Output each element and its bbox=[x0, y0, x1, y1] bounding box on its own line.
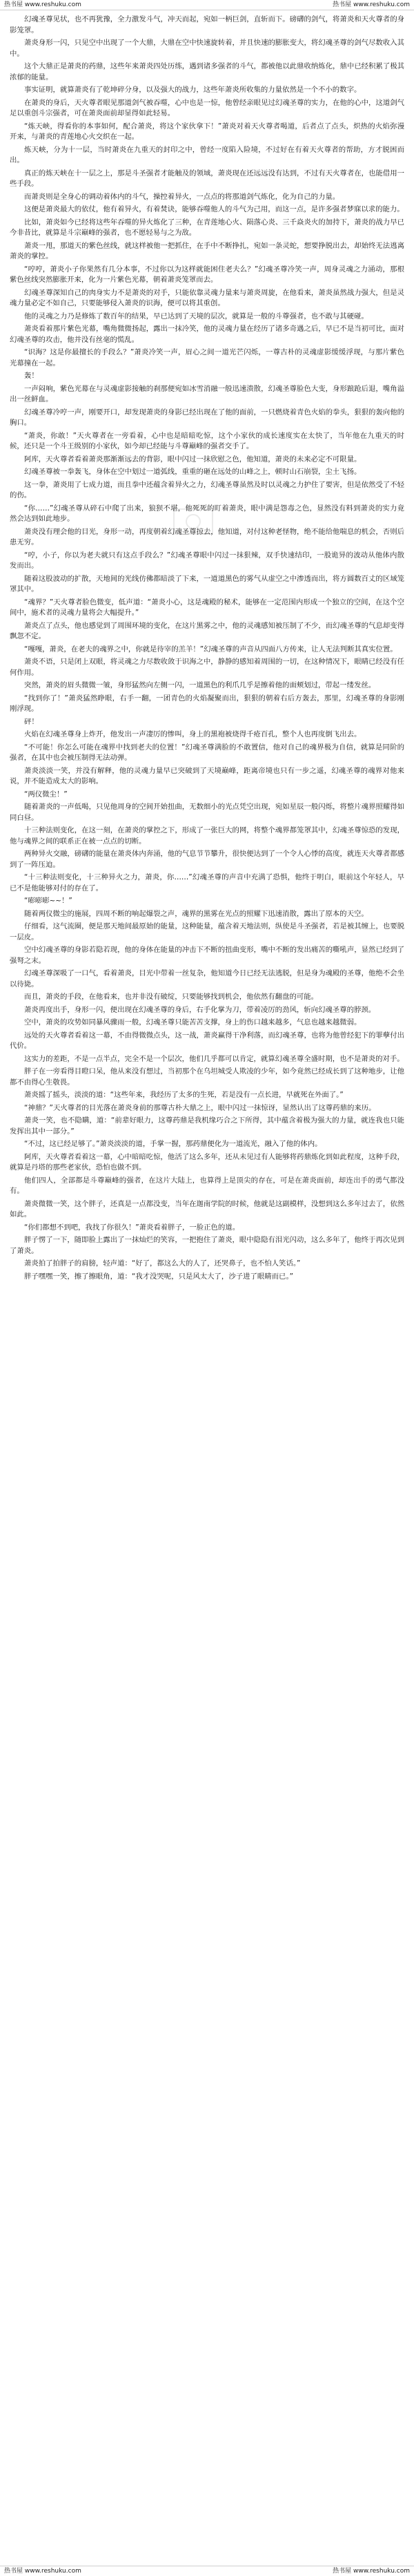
paragraph: “嘭嘭嘭~~！” bbox=[24, 897, 72, 905]
paragraph: 阿库，天火尊者看着这一幕，心中暗暗吃惊，他活了这么多年，还从未见过有人能够将药鼎炼化到如此程度，这种手段，就算是丹塔的那些老家伙，恐怕也做不到。 bbox=[10, 1152, 404, 1172]
paragraph: 而且，萧炎的手段，在他看来，也并非没有破绽，只要能够找到机会，他依然有翻盘的可能。 bbox=[24, 993, 319, 1001]
paragraph: 一声闷响，紫色光幕在与灵魂虚影接触的刹那便宛如冰雪消融一般迅速溃散，幻魂圣尊脸色大变，身形踉跄后退，嘴角溢出一丝鲜血。 bbox=[10, 384, 404, 403]
paragraph: 萧炎拍了拍胖子的肩膀，轻声道：“好了，都这么大的人了，还哭鼻子，也不怕人笑话。” bbox=[24, 1259, 301, 1268]
paragraph: 事实证明，就算萧炎有了乾坤碎分身，以及强大的战力，这些年萧炎所收集的力量依然是一个不小的数字。 bbox=[24, 86, 362, 94]
paragraph: 萧炎看着那片紫色光幕，嘴角微微扬起，露出一抹冷笑，他的灵魂力量在经历了诸多奇遇之后，早已不是当初可比，面对幻魂圣尊的攻击，他并没有丝毫的慌乱。 bbox=[10, 325, 404, 344]
paragraph: “你们都想不到吧，我找了你很久！”萧炎看着胖子，一脸正色的道。 bbox=[24, 1223, 240, 1232]
paragraph: 远处的天火尊者看着这一幕，不由得微微点头，这一战，萧炎赢得干净利落，而幻魂圣尊，也将为他曾经犯下的罪孽付出代价。 bbox=[10, 1031, 404, 1050]
paragraph: 突然，萧炎的眉头微微一皱，身形猛然向左侧一闪，一道黑色的利爪几乎是擦着他的面颊划过，带起一缕发丝。 bbox=[24, 681, 376, 689]
paragraph: “两仪微尘！” bbox=[24, 790, 68, 799]
paragraph: 他的灵魂之力乃是修炼了数百年的结果，早已达到了天境的层次，就算是一般的斗尊强者，也不敢与其硬碰。 bbox=[24, 312, 368, 321]
paragraph: 萧炎摇了摇头，淡淡的道：“这些年来，我经历了太多的生死，若是没有一点长进，早就死在外面了。” bbox=[24, 1091, 344, 1099]
paragraph: 萧炎再度出手，身形一闪，便出现在幻魂圣尊的身后，右手化掌为刀，带着凌厉的劲风，斩向幻魂圣尊的脖颈。 bbox=[24, 1005, 376, 1014]
paragraph: 而萧炎则是全身心的调动着体内的斗气，操控着异火，一点点的将那道剑气炼化，化为自己的力量。 bbox=[24, 192, 340, 201]
paragraph: “你……”幻魂圣尊从碎石中爬了出来，狼狈不堪，他死死的盯着萧炎，眼中满是怨毒之色，显然没有料到萧炎的实力竟然会达到如此地步。 bbox=[10, 504, 404, 523]
paragraph: 阿库，天火尊者看着萧炎那渐渐远去的背影，眼中闪过一抹欣慰之色，他知道，萧炎的未来必定不可限量。 bbox=[24, 455, 362, 464]
watermark-logo bbox=[172, 508, 214, 535]
paragraph: 萧炎微微一笑，这个胖子，还真是一点都没变，当年在迦南学院的时候，他就是这副模样，没想到这么多年过去了，依然如此。 bbox=[10, 1199, 404, 1219]
page-footer bbox=[0, 2566, 414, 2576]
paragraph: 两种异火交融，磅礴的能量在萧炎体内奔涌，他的气息节节攀升，很快便达到了一个令人心悸的高度，就连天火尊者都感到了一阵压迫。 bbox=[10, 850, 404, 869]
paragraph: “嘎嘎，萧炎，在老夫的魂界之中，你就是待宰的羔羊！”幻魂圣尊的声音从四面八方传来，让人无法判断其真实位置。 bbox=[24, 645, 397, 653]
paragraph: 幻魂圣尊冷哼一声，刚要开口，却发现萧炎的身影已经出现在了他的面前，一只燃烧着青色火焰的拳头，狠狠的轰向他的胸口。 bbox=[10, 408, 404, 427]
paragraph: “哼，小子，你以为老夫就只有这点手段么？”幻魂圣尊眼中闪过一抹狠辣，双手快速结印，一股诡异的波动从他体内散发而出。 bbox=[10, 551, 404, 570]
article-body bbox=[0, 10, 414, 1282]
paragraph: “找到你了！”萧炎猛然睁眼，右手一翻，一团青色的火焰凝聚而出，狠狠的朝着右后方轰去，那里，幻魂圣尊的身影刚刚浮现。 bbox=[10, 694, 404, 713]
paragraph: 火焰在幻魂圣尊身上炸开，他发出一声凄厉的惨叫，身上的黑袍被烧得千疮百孔，整个人也再度倒飞出去。 bbox=[24, 730, 362, 738]
paragraph: 随着这股波动的扩散，天地间的光线仿佛都暗淡了下来，一道道黑色的雾气从虚空之中渗透而出，将方圆数百丈的区域笼罩其中。 bbox=[10, 574, 404, 593]
paragraph: “炼天峡，得看你的本事如何，配合萧炎，将这个家伙拿下！”萧炎对着天火尊者喝道，后者点了点头，炽热的火焰弥漫开来，与萧炎的青莲地心火交织在一起。 bbox=[10, 122, 404, 141]
paragraph: 胖子嘿嘿一笑，擦了擦眼角，道：“我才没哭呢，只是风太大了，沙子进了眼睛而已。” bbox=[24, 1272, 294, 1281]
paragraph: 炼天峡，分为十一层，当时萧炎在九重天的封印之中，曾经一度陷入险境，不过好在有着天火尊者的帮助，方才脱困而出。 bbox=[10, 145, 404, 164]
paragraph: “神鼎？”天火尊者的目光落在萧炎身前的那尊古朴大鼎之上，眼中闪过一抹惊讶，显然认出了这尊药鼎的来历。 bbox=[24, 1103, 376, 1112]
paragraph: 轰！ bbox=[24, 372, 39, 380]
paragraph: 萧炎不语，只是闭上双眼，将灵魂之力尽数收敛于识海之中，静静的感知着周围的一切，在这种情况下，眼睛已经没有任何作用。 bbox=[10, 658, 404, 677]
paragraph: 萧炎一笑，也不隐瞒，道：“前辈好眼力，这尊药鼎是我机缘巧合之下所得，其中蕴含着极为强大的力量，就连我也只能发挥出其中一部分。” bbox=[10, 1116, 404, 1136]
paragraph: 他们四人，全部都是斗尊巅峰的强者，在这片大陆上，也算得上是顶尖的存在，可是在萧炎面前，却连出手的勇气都没有。 bbox=[10, 1176, 404, 1195]
paragraph: 空中幻魂圣尊的身影若隐若现，他的身体在能量的冲击下不断的扭曲变形，嘴中不断的发出痛苦的嘶吼声，显然已经到了强弩之末。 bbox=[10, 946, 404, 965]
paragraph: 幻魂圣尊被一拳轰飞，身体在空中划过一道弧线，重重的砸在远处的山峰之上，顿时山石崩裂，尘土飞扬。 bbox=[24, 468, 362, 476]
page-header bbox=[0, 0, 414, 10]
paragraph: 仔细看，这气流圈，便是那天地间最原始的能量，这种能量，蕴含着天地法则，纵使是斗圣强者，若是被其缠上，也要脱一层皮。 bbox=[10, 922, 404, 942]
paragraph: 砰！ bbox=[24, 717, 39, 726]
paragraph: 幻魂圣尊深知自己的肉身实力不是萧炎的对手，只能依靠灵魂力量来与萧炎周旋，在他看来，萧炎虽然战力强大，但是灵魂力量必定不如自己，只要能够侵入萧炎的识海，便可以将其重创。 bbox=[10, 288, 404, 307]
paragraph: “十三种法则变化，十三种异火之力，萧炎，你……”幻魂圣尊的声音中充满了恐惧，他终于明白，眼前这个年轻人，早已不是他能够对付的存在了。 bbox=[10, 873, 404, 893]
paragraph: 萧炎身形一闪，只见空中出现了一个大鼎，大鼎在空中快速旋转着，并且快速的膨胀变大，将幻魂圣尊的剑气尽数收入其中。 bbox=[10, 39, 404, 58]
paragraph: 这实力的差距，不是一点半点，完全不是一个层次，他们几乎都可以肯定，就算幻魂圣尊全盛时期，也不是萧炎的对手。 bbox=[24, 1054, 404, 1063]
footer-site-left[interactable]: 热书屋 www.reshuku.com bbox=[4, 2568, 81, 2575]
paragraph: “识海？这是你最擅长的手段么？”萧炎冷笑一声，眉心之间一道光芒闪烁，一尊古朴的灵魂虚影缓缓浮现，与那片紫色光幕撞在一起。 bbox=[10, 348, 404, 368]
paragraph: 这便是萧炎最大的依仗，他有着异火，有着焚诀，能够吞噬他人的斗气为己用，而这一点，是许多强者梦寐以求的能力。 bbox=[24, 205, 404, 213]
paragraph: 空中，萧炎的攻势如同暴风骤雨一般，幻魂圣尊只能苦苦支撑，身上的伤口越来越多，气息也越来越微弱。 bbox=[24, 1018, 362, 1027]
paragraph: 幻魂圣尊见状，也不再犹豫，全力激发斗气，冲天而起，宛如一柄巨剑，直斩而下。磅礴的剑气，将萧炎和天火尊者的身影笼罩。 bbox=[10, 15, 404, 35]
paragraph: 随着两仪微尘的施展，四周不断的响起爆裂之声，魂界的黑雾在光点的照耀下迅速消散，露出了原本的天空。 bbox=[24, 909, 368, 918]
paragraph: 比如，萧炎如今已经将这些年吞噬的异火炼化了三种，在青莲地心火、陨落心炎、三千焱炎火的加持下，萧炎的战力早已今非昔比，就算是斗宗巅峰的强者，也不愿轻易与之为敌。 bbox=[10, 218, 404, 237]
paragraph: 萧炎点了点头，他也感觉到了周围环境的变化，在这片黑雾之中，他的灵魂感知被压制了不少，而幻魂圣尊的气息却变得飘忽不定。 bbox=[10, 621, 404, 640]
paragraph: 萧炎一甩，那道天的紫色丝线，就这样被他一把抓住，在手中不断挣扎，宛如一条灵蛇，想要挣脱出去，却始终无法逃离萧炎的掌控。 bbox=[10, 241, 404, 260]
paragraph: 萧炎没有理会他的目光，身形一动，再度朝着幻魂圣尊掠去，他知道，对付这种老怪物，绝不能给他喘息的机会，否则后患无穷。 bbox=[10, 527, 404, 546]
paragraph: 十三种法则变化，在这一刻，在萧炎的掌控之下，形成了一张巨大的网，将整个魂界都笼罩其中，幻魂圣尊惊恐的发现，他与魂界之间的联系正在被一点点的切断。 bbox=[10, 826, 404, 846]
paragraph: 胖子在一旁看得目瞪口呆，他从来没有想过，当初那个在乌坦城受人欺凌的少年，如今竟然已经成长到了这种地步，让他都不由得心生敬畏。 bbox=[10, 1067, 404, 1087]
paragraph: “魂界？”天火尊者脸色微变，低声道：“萧炎小心，这是魂殿的秘术，能够在一定范围内形成一个独立的空间，在这个空间中，施术者的灵魂力量将会大幅提升。” bbox=[10, 598, 404, 617]
footer-site-right[interactable]: 热书屋 www.reshuku.com bbox=[333, 2568, 410, 2575]
paragraph: 真正的炼天峡在十一层之上，那是斗圣强者才能触及的领域，萧炎现在还远远没有达到，不过有天火尊者在，也能借用一些手段。 bbox=[10, 169, 404, 188]
paragraph: “不过，这已经足够了。”萧炎淡淡的道，手掌一握，那药鼎便化为一道流光，融入了他的体内。 bbox=[24, 1140, 322, 1148]
paragraph: 随着萧炎的一声低喝，只见他周身的空间开始扭曲，无数细小的光点凭空出现，宛如星辰一般闪烁，将整片魂界照耀得如同白昼。 bbox=[10, 803, 404, 822]
paragraph: 幻魂圣尊深吸了一口气，看着萧炎，目光中带着一丝复杂，他知道今日已经无法逃脱，但是身为魂殿的圣尊，他绝不会坐以待毙。 bbox=[10, 969, 404, 989]
paragraph: 在萧炎的身后，天火尊者眼见那道剑气被吞噬，心中也是一惊，他曾经亲眼见过幻魂圣尊的实力，在他的心中，这道剑气足以重创斗宗强者，可在萧炎面前却显得如此轻易。 bbox=[10, 98, 404, 117]
paragraph: “不可能！你怎么可能在魂界中找到老夫的位置！”幻魂圣尊满脸的不敢置信，他对自己的魂界极为自信，就算是同阶的强者，在其中也会被压制得无法动弹。 bbox=[10, 743, 404, 762]
paragraph: “哼哼，萧炎小子你果然有几分本事，不过你以为这样就能困住老夫么？”幻魂圣尊冷笑一声，周身灵魂之力涌动，那根紫色丝线突然膨胀开来，化为一片紫色光幕，朝着萧炎笼罩而去。 bbox=[10, 265, 404, 284]
paragraph: 萧炎淡淡一笑，并没有解释，他的灵魂力量早已突破到了天境巅峰，距离帝境也只有一步之遥，幻魂圣尊的魂界对他来说，并不能造成太大的影响。 bbox=[10, 766, 404, 785]
header-site-right[interactable]: 热书屋 www.reshuku.com bbox=[333, 1, 410, 8]
paragraph: 这个大鼎正是萧炎的药鼎，这些年来萧炎四处历练，遇到诸多强者的斗气，都被他以此鼎收纳炼化，鼎中已经积累了极其浓郁的能量。 bbox=[10, 62, 404, 82]
paragraph: 这一拳，萧炎用了七成力道，而且拳中还蕴含着异火之力，幻魂圣尊虽然及时以灵魂之力护住了要害，但是依然受了不轻的伤。 bbox=[10, 480, 404, 499]
header-site-left[interactable]: 热书屋 www.reshuku.com bbox=[4, 1, 81, 8]
paragraph: “萧炎，你敢！”天火尊者在一旁看着，心中也是暗暗吃惊，这个小家伙的成长速度实在太快了，当年他在九重天的时候，还只是一个斗王级别的小家伙，如今却已经能与斗尊巅峰的强者交手了。 bbox=[10, 431, 404, 450]
paragraph: 胖子愣了一下，随即脸上露出了一抹灿烂的笑容，一把抱住了萧炎，眼中隐隐有泪光闪动，这么多年了，他终于再次见到了萧炎。 bbox=[10, 1236, 404, 1255]
